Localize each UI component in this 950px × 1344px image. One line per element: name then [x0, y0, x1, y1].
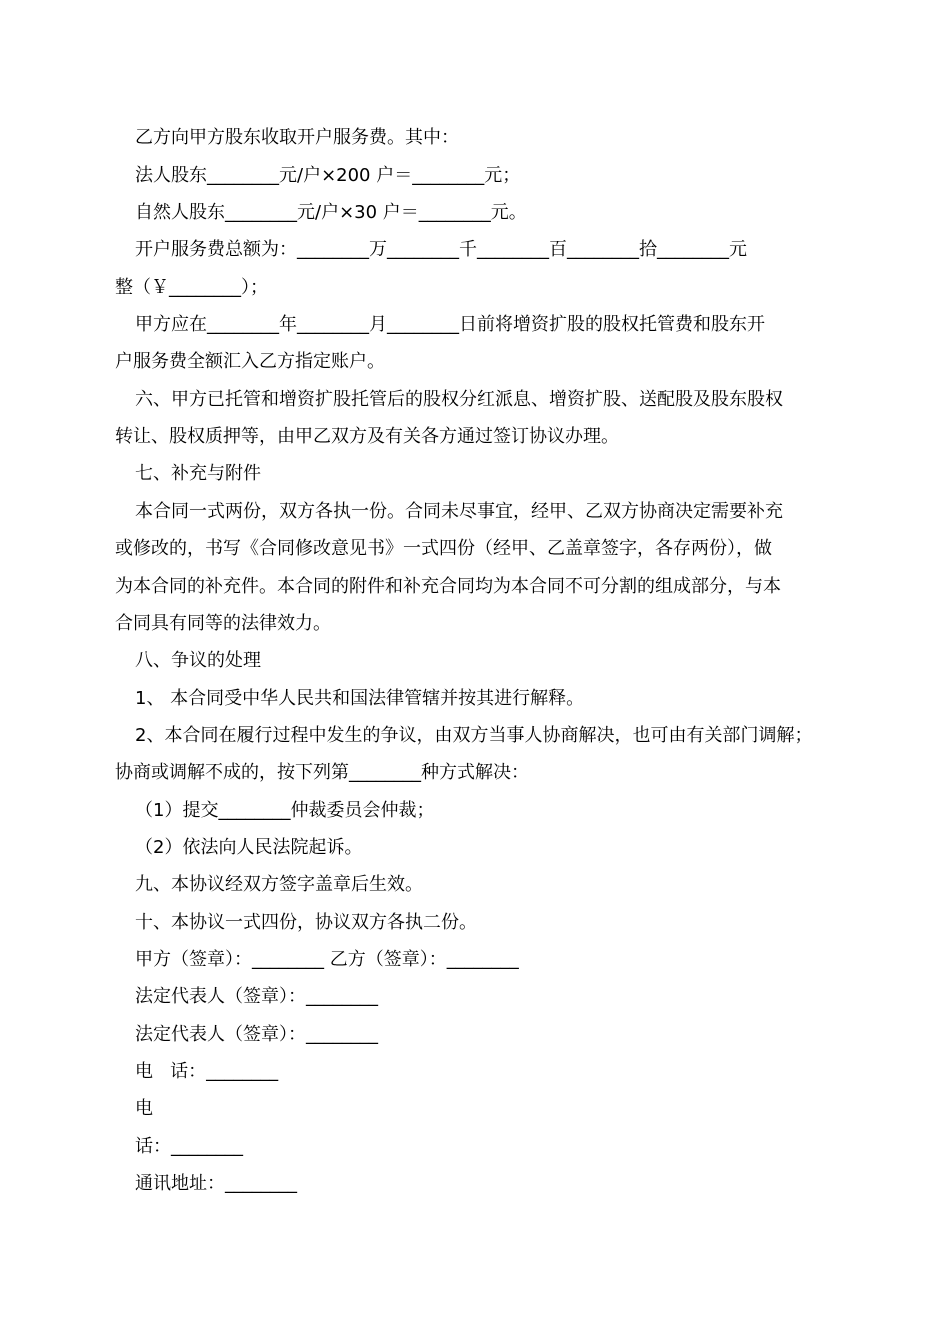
text-line: （2）依法向人民法院起诉。: [135, 837, 363, 858]
text-line: 转让、股权质押等，由甲乙双方及有关各方通过签订协议办理。: [115, 426, 619, 447]
section-heading: 七、补充与附件: [135, 463, 261, 484]
text-line: 为本合同的补充件。本合同的附件和补充合同均为本合同不可分割的组成部分，与本: [115, 576, 781, 597]
section-heading: 十、本协议一式四份，协议双方各执二份。: [135, 912, 477, 933]
text-line: 甲方应在________年________月________日前将增资扩股的股权托管费和股东开: [135, 314, 765, 335]
text-line: 协商或调解不成的，按下列第________种方式解决：: [115, 762, 529, 783]
section-heading: 八、争议的处理: [135, 650, 261, 671]
text-line: 开户服务费总额为：________万________千________百________拾________元: [135, 239, 747, 260]
signature-line: 法定代表人（签章）：________: [135, 986, 378, 1007]
text-line: 2、本合同在履行过程中发生的争议，由双方当事人协商解决，也可由有关部门调解；: [135, 725, 813, 746]
text-line: 本合同一式两份，双方各执一份。合同未尽事宜，经甲、乙双方协商决定需要补充: [135, 501, 783, 522]
text-line: 户服务费全额汇入乙方指定账户。: [115, 351, 385, 372]
signature-line: 电 话：________: [135, 1061, 279, 1082]
text-line: 整（￥________）；: [115, 277, 268, 298]
signature-line: 通讯地址：________: [135, 1173, 297, 1194]
text-line: 合同具有同等的法律效力。: [115, 613, 331, 634]
signature-line: 甲方（签章）：________ 乙方（签章）：________: [135, 949, 519, 970]
text-line: 1、 本合同受中华人民共和国法律管辖并按其进行解释。: [135, 688, 585, 709]
text-line: 或修改的，书写《合同修改意见书》一式四份（经甲、乙盖章签字，各存两份），做: [115, 538, 772, 559]
signature-line: 话：________: [135, 1136, 243, 1157]
text-line: 乙方向甲方股东收取开户服务费。其中：: [135, 127, 459, 148]
text-line: 法人股东________元/户×200 户＝________元；: [135, 165, 521, 186]
text-line: 六、甲方已托管和增资扩股托管后的股权分红派息、增资扩股、送配股及股东股权: [135, 389, 783, 410]
signature-line: 法定代表人（签章）：________: [135, 1024, 378, 1045]
text-line: （1）提交________仲裁委员会仲裁；: [135, 800, 435, 821]
text-line: 自然人股东________元/户×30 户＝________元。: [135, 202, 527, 223]
section-heading: 九、本协议经双方签字盖章后生效。: [135, 874, 423, 895]
signature-line: 电: [135, 1098, 153, 1119]
